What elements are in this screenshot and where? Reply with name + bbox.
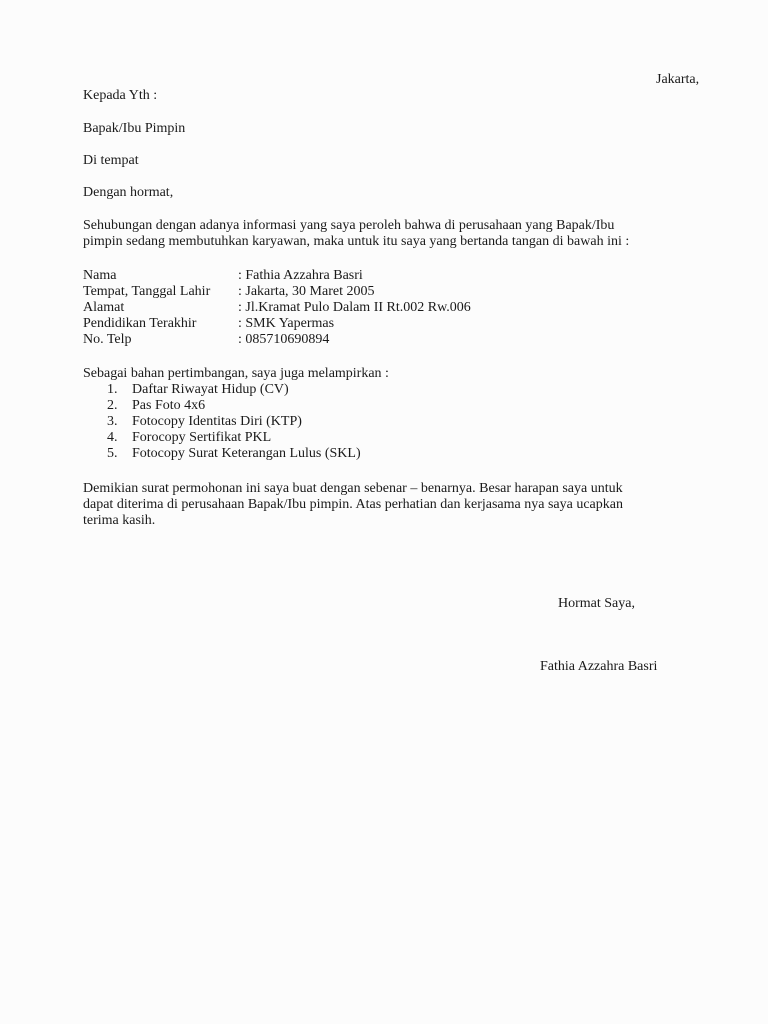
list-item-text: Fotocopy Identitas Diri (KTP) [132,414,302,429]
biodata-value: : Fathia Azzahra Basri [238,268,363,283]
list-item-number: 5. [107,446,118,461]
closing-line: Demikian surat permohonan ini saya buat dengan sebenar – benarnya. Besar harapan saya untuk [83,481,623,496]
intro-line: pimpin sedang membutuhkan karyawan, maka untuk itu saya yang bertanda tangan di bawah ini : [83,234,630,249]
recipient-place: Di tempat [83,153,139,168]
list-item [107,430,361,446]
recipient-address-line: Kepada Yth : [83,88,158,103]
biodata-row-address [83,300,471,316]
biodata-row-birth [83,284,471,300]
list-item-number: 2. [107,398,118,413]
list-item [107,446,361,462]
list-item [107,414,361,430]
biodata-row-name [83,268,471,284]
letter-city-date: Jakarta, [656,72,700,87]
biodata-label: No. Telp [83,332,132,347]
list-item-text: Pas Foto 4x6 [132,398,206,413]
recipient-name: Bapak/Ibu Pimpin [83,121,186,136]
biodata-value: : 085710690894 [238,332,330,347]
closing-paragraph [83,481,623,529]
list-item-number: 1. [107,382,118,397]
list-item [107,398,361,414]
biodata-label: Alamat [83,300,125,315]
list-item-text: Forocopy Sertifikat PKL [132,430,272,445]
salutation: Dengan hormat, [83,185,174,200]
attachments-intro: Sebagai bahan pertimbangan, saya juga melampirkan : [83,366,389,381]
biodata-label: Tempat, Tanggal Lahir [83,284,211,299]
biodata-label: Pendidikan Terakhir [83,316,197,331]
attachments-list [107,382,361,462]
closing-line: dapat diterima di perusahaan Bapak/Ibu pimpin. Atas perhatian dan kerjasama nya saya ucapkan [83,497,623,512]
intro-paragraph [83,218,683,250]
signature-name: Fathia Azzahra Basri [540,659,658,674]
intro-line: Sehubungan dengan adanya informasi yang saya peroleh bahwa di perusahaan yang Bapak/Ibu [83,218,615,233]
closing-regards: Hormat Saya, [558,596,635,611]
list-item-text: Fotocopy Surat Keterangan Lulus (SKL) [132,446,361,461]
list-item [107,382,361,398]
biodata-value: : Jakarta, 30 Maret 2005 [238,284,375,299]
biodata-value: : SMK Yapermas [238,316,335,331]
list-item-text: Daftar Riwayat Hidup (CV) [132,382,289,397]
biodata-value: : Jl.Kramat Pulo Dalam II Rt.002 Rw.006 [238,300,471,315]
biodata-block [83,268,471,348]
closing-line: terima kasih. [83,513,156,528]
biodata-row-phone [83,332,471,348]
biodata-row-education [83,316,471,332]
list-item-number: 4. [107,430,118,445]
list-item-number: 3. [107,414,118,429]
biodata-label: Nama [83,268,117,283]
